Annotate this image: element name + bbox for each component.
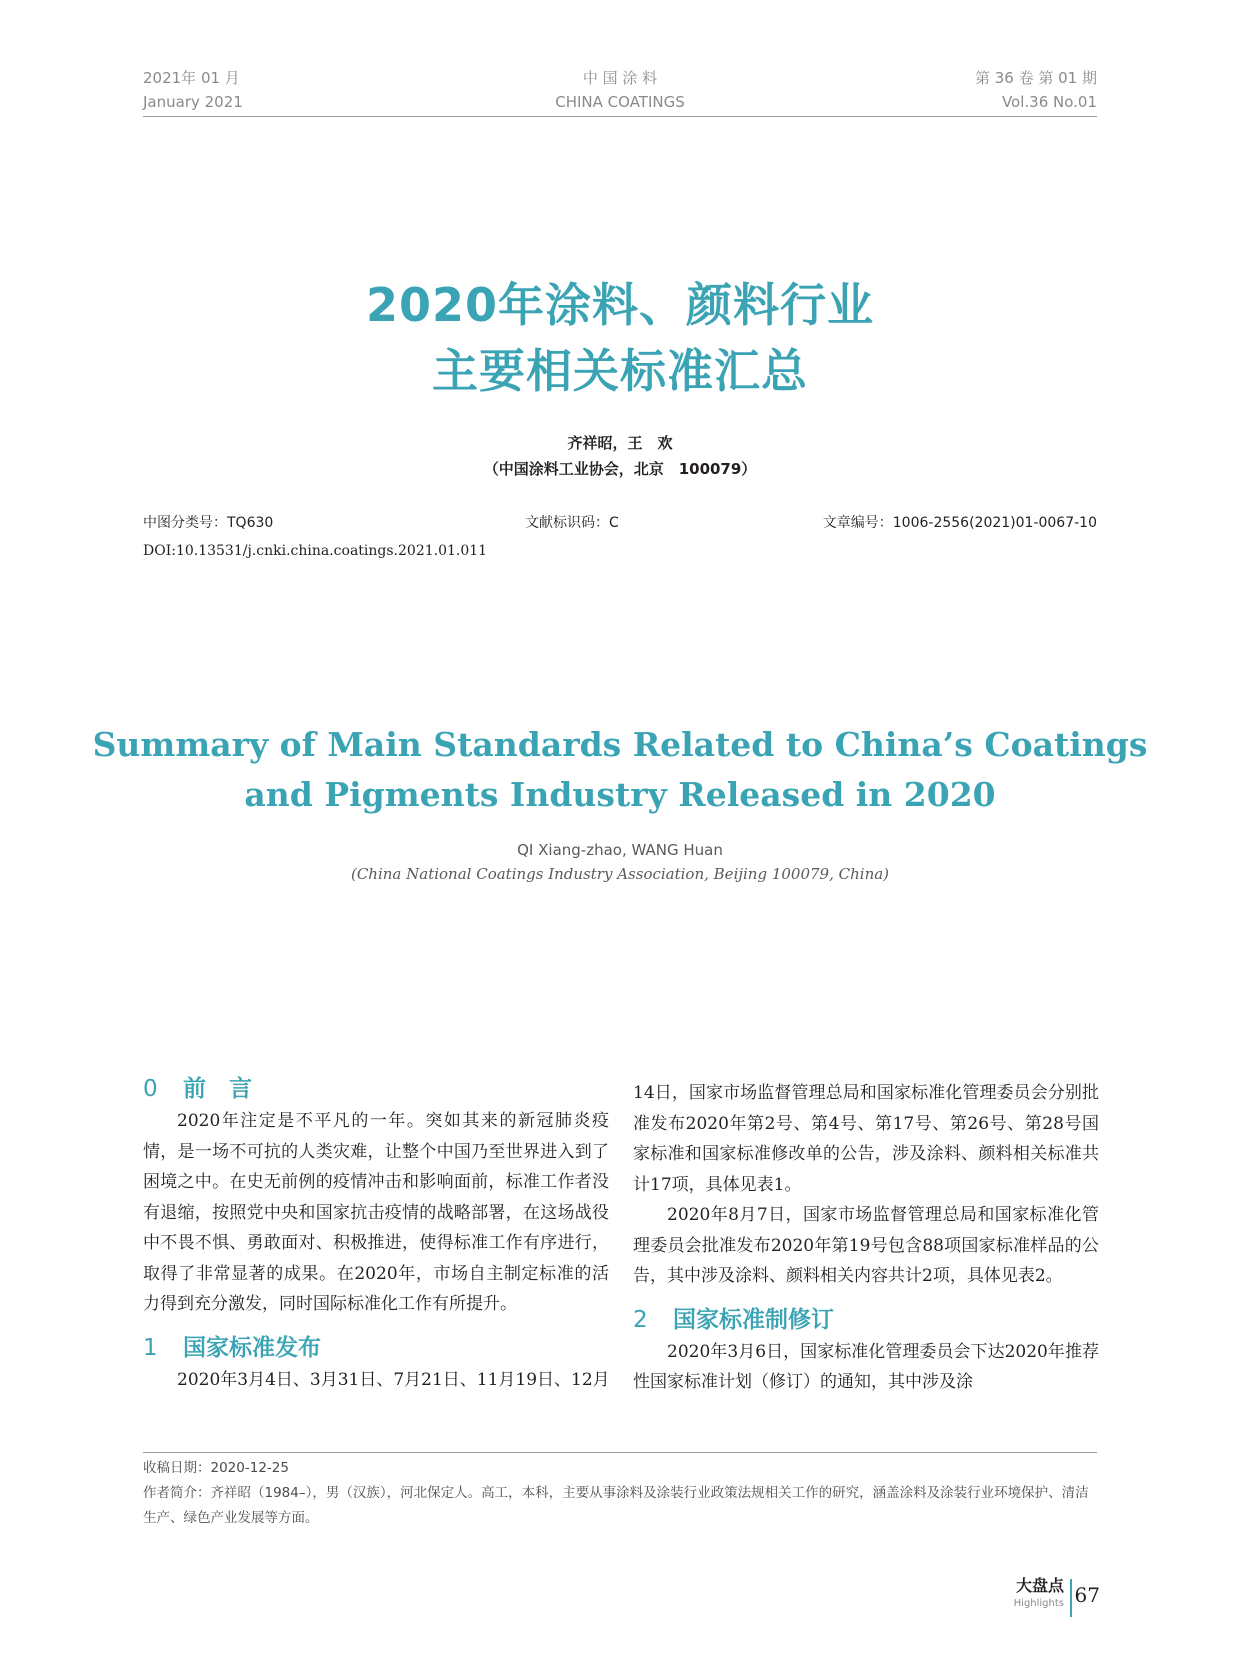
header-volume-en: Vol.36 No.01 [1001, 93, 1097, 111]
section-title: 前 言 [183, 1076, 252, 1102]
section-tag-cn: 大盘点 [1015, 1576, 1064, 1595]
doi: DOI:10.13531/j.cnki.china.coatings.2021.01.011 [143, 543, 488, 559]
section-title: 国家标准发布 [183, 1334, 321, 1361]
section-heading-1 [143, 1333, 609, 1363]
header-volume [975, 66, 1097, 114]
header-journal [143, 66, 1097, 114]
author-block-cn [0, 430, 1240, 482]
body-column-right [633, 1078, 1099, 1398]
article-title-cn [0, 272, 1240, 404]
article-title-cn-line1: 2020年涂料、颜料行业 [365, 278, 875, 332]
clc-number: 中图分类号：TQ630 [143, 515, 274, 531]
section-number: 1 [143, 1334, 158, 1361]
document-code: 文献标识码：C [525, 515, 619, 531]
article-title-cn-line2: 主要相关标准汇总 [432, 344, 808, 398]
author-bio: 作者简介：齐祥昭（1984–），男（汉族），河北保定人。高工，本科，主要从事涂料及涂装行业政策法规相关工作的研究，涵盖涂料及涂装行业环境保护、清洁生产、绿色产业发展等方面。 [143, 1485, 1089, 1526]
paragraph: 2020年3月6日，国家标准化管理委员会下达2020年推荐性国家标准计划（修订）的通知，其中涉及涂 [633, 1341, 1099, 1392]
running-header [143, 66, 1097, 117]
body-column-left [143, 1074, 609, 1395]
paragraph: 2020年8月7日，国家市场监督管理总局和国家标准化管理委员会批准发布2020年第19号包含88项国家标准样品的公告，其中涉及涂料、颜料相关内容共计2项，具体见表2。 [633, 1205, 1099, 1286]
section-tag-en: Highlights [1013, 1598, 1064, 1609]
section-number: 2 [633, 1306, 648, 1333]
header-journal-cn: 中 国 涂 料 [582, 69, 658, 87]
paragraph: 2020年3月4日、3月31日、7月21日、11月19日、12月 [177, 1369, 610, 1390]
section-heading-2 [633, 1305, 1099, 1335]
section-number: 0 [143, 1076, 158, 1102]
article-title-en [0, 720, 1240, 820]
section-heading-0 [143, 1074, 609, 1104]
header-volume-cn: 第 36 卷 第 01 期 [974, 69, 1097, 87]
section-title: 国家标准制修订 [673, 1306, 834, 1333]
article-number: 文章编号：1006-2556(2021)01-0067-10 [822, 515, 1097, 531]
header-date-en: January 2021 [143, 93, 243, 111]
section-tag [1014, 1575, 1064, 1611]
affiliation-en: (China National Coatings Industry Association, Beijing 100079, China) [350, 865, 890, 883]
authors-cn: 齐祥昭，王 欢 [567, 434, 673, 452]
affiliation-cn: （中国涂料工业协会，北京 100079） [483, 460, 757, 478]
authors-en: QI Xiang-zhao, WANG Huan [517, 841, 723, 859]
article-title-en-line2: and Pigments Industry Released in 2020 [244, 775, 996, 814]
received-date: 收稿日期：2020-12-25 [143, 1460, 289, 1476]
paragraph: 2020年注定是不平凡的一年。突如其来的新冠肺炎疫情，是一场不可抗的人类灾难，让整个中国乃至世界进入到了困境之中。在史无前例的疫情冲击和影响面前，标准工作者没有退缩，按照党中央和国家抗击疫情的战略部署，在这场战役中不畏不惧、勇敢面对、积极推进，使得标准工作有序进行，取得了非常显著的成果。在2020年，市场自主制定标准的活力得到充分激发，同时国际标准化工作有所提升。 [143, 1111, 609, 1314]
paragraph: 14日，国家市场监督管理总局和国家标准化管理委员会分别批准发布2020年第2号、第4号、第17号、第26号、第28号国家标准和国家标准修改单的公告，涉及涂料、颜料相关标准共计17项，具体见表1。 [633, 1083, 1099, 1195]
page-number: 67 [1074, 1583, 1100, 1607]
footer-divider-bar [1070, 1579, 1072, 1617]
header-date-cn: 2021年 01 月 [143, 69, 240, 87]
article-title-en-line1: Summary of Main Standards Related to China’s Coatings [92, 725, 1148, 764]
header-journal-en: CHINA COATINGS [555, 93, 685, 111]
footnote-divider [143, 1452, 1097, 1453]
